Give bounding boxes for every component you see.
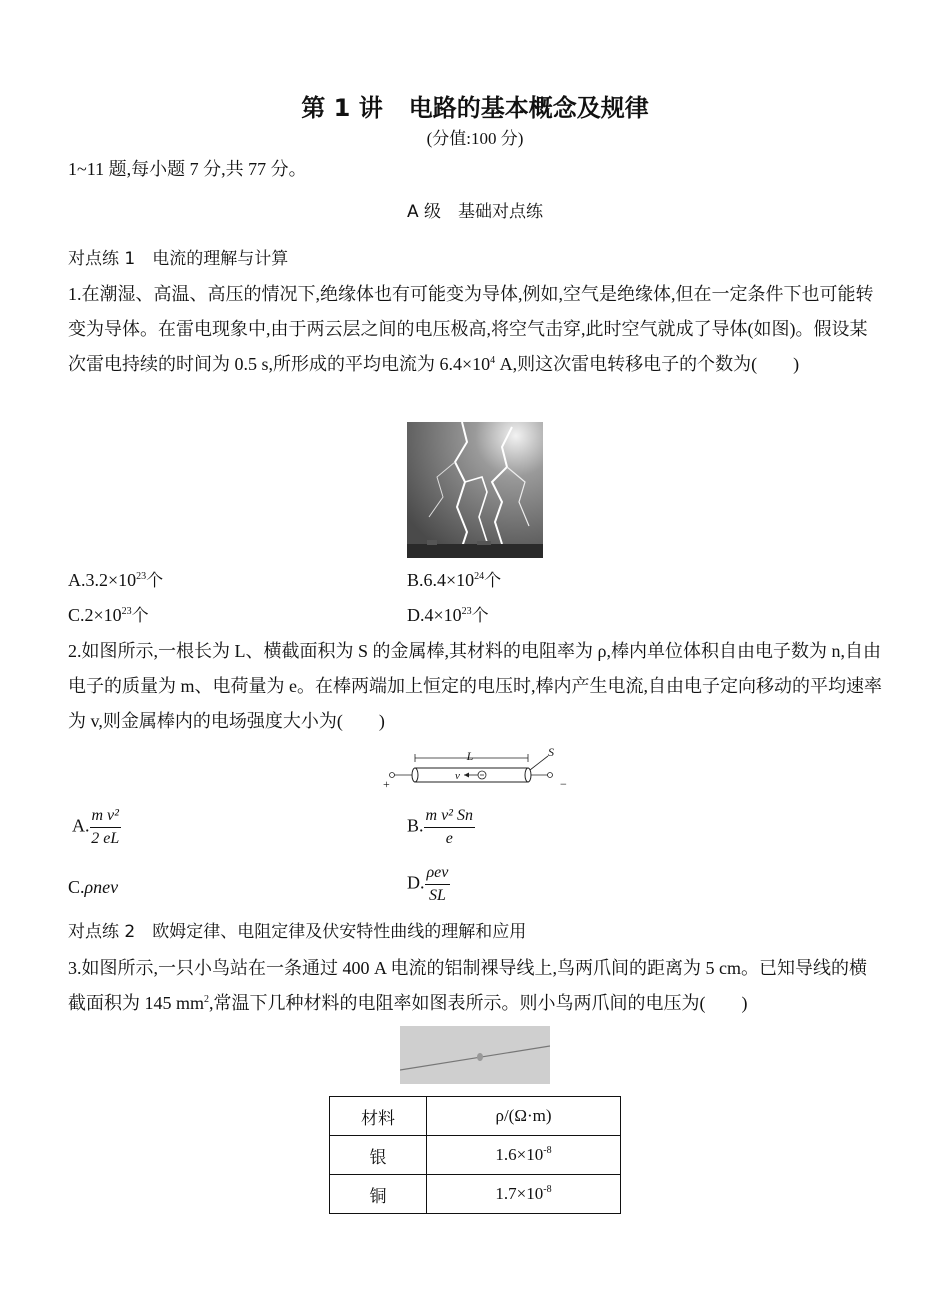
table-row (330, 1175, 621, 1214)
svg-text:v: v (455, 770, 460, 782)
metal-rod-diagram (380, 744, 580, 794)
svg-text:−: − (560, 777, 567, 791)
question-1-stem: 1.在潮湿、高温、高压的情况下,绝缘体也有可能变为导体,例如,空气是绝缘体,但在一定条件下也可能转变为导体。在雷电现象中,由于两云层之间的电压极高,将空气击穿,此时空气就成了导体(如图)。假设某次雷电持续的时间为 0.5 s,所形成的平均电流为 $6.4\times 10^4$ A,则这次雷电转移电子的个数为( ) (68, 284, 874, 374)
q1-option-a[interactable]: $A.3.2\times 10^{23}$个 (68, 570, 164, 591)
rho-cell: $1.7\times 10^{-8}$ (427, 1175, 621, 1214)
bird-on-wire-photo (400, 1026, 550, 1084)
q1-option-d[interactable]: $D.4\times 10^{23}$个 (407, 605, 489, 626)
section-heading-2: 对点练 2 欧姆定律、电阻定律及伏安特性曲线的理解和应用 (68, 922, 527, 942)
svg-text:L: L (466, 749, 474, 763)
lightning-photo (407, 422, 543, 558)
section-heading-1: 对点练 1 电流的理解与计算 (68, 249, 289, 269)
score-note: (分值:100 分) (426, 129, 524, 148)
q1-option-c[interactable]: $C.2\times 10^{23}$个 (68, 605, 149, 626)
resistivity-table (329, 1096, 621, 1214)
svg-text:S: S (548, 745, 554, 759)
q2-option-a[interactable]: A. $\frac{\text{m v²}}{2 eL}$ (72, 807, 120, 847)
table-header-material: 材料 (330, 1097, 427, 1136)
table-header-rho: ρ/(Ω·m) (427, 1097, 621, 1136)
svg-text:+: + (383, 777, 390, 791)
lecture-title: 电路的基本概念及规律 (408, 94, 649, 122)
material-cell: 银 (330, 1136, 427, 1175)
q2-option-b[interactable]: B. $\frac{\text{m v² Sn}}{e}$ (407, 807, 473, 847)
instructions: 1~11 题,每小题 7 分,共 77 分。 (68, 159, 307, 179)
page-title (0, 88, 950, 123)
q2-option-d[interactable]: D. $\frac{\text{ρev}}{SL}$ (407, 864, 449, 904)
q2-option-c[interactable]: C.ρnev (68, 877, 119, 897)
table-row (330, 1136, 621, 1175)
q1-option-b[interactable]: $B.6.4\times 10^{24}$个 (407, 570, 502, 591)
question-2-stem: 2.如图所示,一根长为 L、横截面积为 S 的金属棒,其材料的电阻率为 ρ,棒内单位体积自由电子数为 n,自由电子的质量为 m、电荷量为 e。在棒两端加上恒定的电压时,棒内产生电流,自由电子定向移动的平均速率为 v,则金属棒内的电场强度大小为( ) (68, 641, 882, 731)
question-3-stem: 3.如图所示,一只小鸟站在一条通过 400 A 电流的铝制裸导线上,鸟两爪间的距离为 5 cm。已知导线的横截面积为 145 $mm^2$,常温下几种材料的电阻率如图表所示。则小鸟两爪间的电压为( ) (68, 958, 867, 1013)
table-header-row (330, 1097, 621, 1136)
level-heading: A 级 基础对点练 (406, 202, 544, 222)
material-cell: 铜 (330, 1175, 427, 1214)
lecture-number: 第 1 讲 (301, 94, 383, 122)
rho-cell: $1.6\times 10^{-8}$ (427, 1136, 621, 1175)
